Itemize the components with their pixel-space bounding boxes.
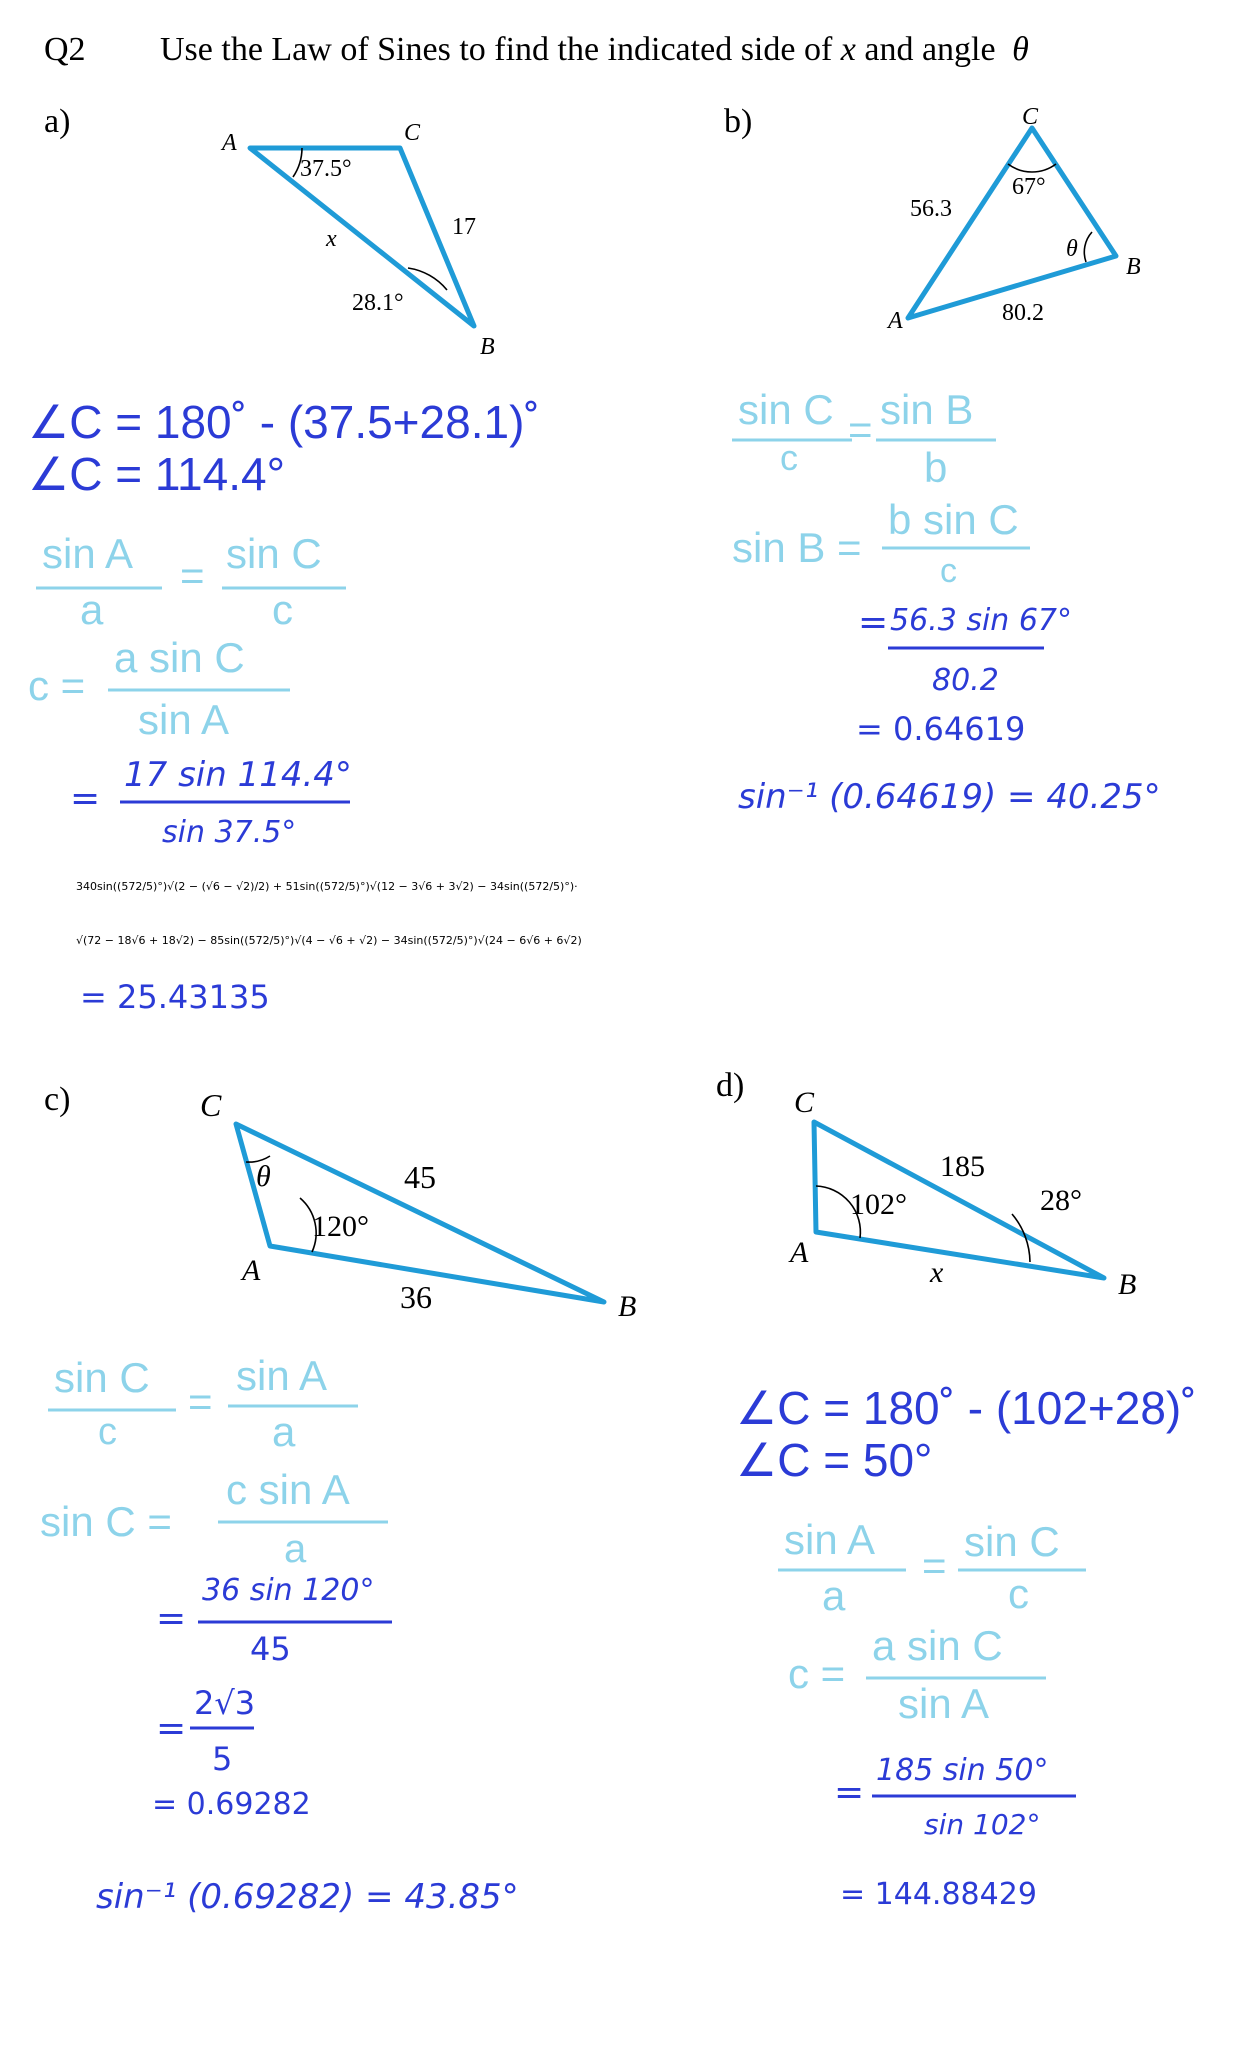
ratio-result: = 0.69282 [152, 1787, 311, 1822]
part-a-label: a) [44, 103, 71, 140]
simplify-eq: = [156, 1708, 187, 1749]
part-d [716, 1067, 1197, 1912]
vertex-a: A [888, 308, 903, 334]
subst-eq: = [70, 778, 101, 819]
law-den-1: a [822, 1572, 846, 1619]
angle-theta-arc [1084, 232, 1092, 262]
exact-expression-1: 340sin((572/5)°)√(2 − (√6 − √2)/2) + 51sin((572/5)°)√(12 − 3√6 + 3√2) − 34sin((572/5)°)· [76, 880, 578, 893]
angle-c-equation: ∠C = 180˚ - (102+28)˚ [736, 1382, 1197, 1434]
side-c-label: 36 [400, 1279, 432, 1315]
triangle-a [220, 120, 495, 360]
part-b-answer: sin⁻¹ (0.64619) = 40.25° [738, 777, 1161, 817]
subst-den: sin 102° [924, 1808, 1041, 1841]
part-a [28, 103, 582, 1016]
side-b-label: 56.3 [910, 196, 952, 222]
law-num-2: sin B [880, 386, 974, 433]
side-a-label: 17 [452, 214, 476, 240]
solve-den: sin A [898, 1680, 990, 1727]
solve-num: a sin C [872, 1622, 1003, 1669]
triangle-b [886, 104, 1141, 334]
subst-num: 36 sin 120° [202, 1573, 375, 1608]
law-den-2: c [1008, 1570, 1029, 1617]
part-d-work [736, 1382, 1197, 1912]
angle-c-label: 67° [1012, 174, 1046, 200]
law-den-2: a [272, 1408, 296, 1455]
angle-c-equation: ∠C = 180˚ - (37.5+28.1)˚ [28, 396, 540, 448]
vertex-c: C [404, 120, 421, 146]
simplify-num: 2√3 [194, 1684, 256, 1722]
subst-den: 80.2 [932, 663, 999, 698]
subst-den: sin 37.5° [162, 815, 297, 850]
part-a-work [28, 396, 582, 1016]
question-number: Q2 [44, 31, 86, 68]
side-a-label: 45 [404, 1159, 436, 1195]
law-eq: = [848, 406, 873, 453]
angle-c-result: ∠C = 50° [736, 1434, 933, 1486]
triangle-c [200, 1087, 636, 1323]
solve-lhs: sin B = [732, 524, 862, 571]
angle-c-result: ∠C = 114.4° [28, 448, 285, 500]
angle-b-label: 28° [1040, 1184, 1082, 1217]
law-eq: = [922, 1542, 947, 1589]
law-den-1: c [780, 437, 798, 478]
law-eq: = [180, 552, 205, 599]
angle-a-label: 102° [850, 1188, 907, 1221]
instruction-text: Use the Law of Sines to find the indicated side of x and angle θ [160, 31, 1029, 68]
part-c-label: c) [44, 1081, 71, 1118]
law-num-2: sin C [964, 1518, 1060, 1565]
vertex-a: A [242, 1254, 261, 1287]
angle-a-label: 37.5° [300, 156, 352, 182]
solve-num: a sin C [114, 634, 245, 681]
vertex-a: A [222, 130, 237, 156]
subst-eq: = [156, 1598, 187, 1639]
vertex-a: A [790, 1236, 809, 1269]
angle-c-arc [1008, 164, 1056, 172]
exact-expression-2: √(72 − 18√6 + 18√2) − 85sin((572/5)°)√(4 − √6 + √2) − 34sin((572/5)°)√(24 − 6√6 + 6√2) [76, 934, 582, 947]
triangle-d [788, 1086, 1136, 1301]
subst-den: 45 [250, 1630, 291, 1668]
side-a-label: 185 [940, 1150, 985, 1183]
side-x-label: x [930, 1256, 944, 1289]
vertex-c: C [794, 1086, 815, 1119]
vertex-b: B [1118, 1268, 1137, 1301]
law-den-2: c [272, 586, 293, 633]
subst-num: 185 sin 50° [876, 1753, 1049, 1788]
solve-num: c sin A [226, 1466, 350, 1513]
part-c-work [40, 1352, 519, 1917]
solve-den: c [940, 552, 957, 590]
part-c [40, 1081, 636, 1917]
law-eq: = [188, 1378, 213, 1425]
law-num-1: sin C [738, 386, 834, 433]
part-d-label: d) [716, 1067, 745, 1104]
triangle-c-shape [236, 1124, 604, 1302]
part-c-answer: sin⁻¹ (0.69282) = 43.85° [96, 1877, 519, 1917]
solve-lhs: c = [788, 1650, 846, 1697]
ratio-result: = 0.64619 [856, 710, 1026, 748]
law-num-1: sin C [54, 1354, 150, 1401]
law-den-1: c [98, 1411, 117, 1453]
subst-eq: = [834, 1772, 865, 1813]
angle-theta-label: θ [1066, 236, 1078, 262]
angle-theta-label: θ [256, 1160, 271, 1193]
law-num-2: sin A [236, 1352, 328, 1399]
side-x-label: x [326, 226, 337, 252]
solve-den: sin A [138, 696, 230, 743]
solve-num: b sin C [888, 496, 1019, 543]
solve-lhs: sin C = [40, 1498, 172, 1545]
simplify-den: 5 [212, 1740, 233, 1778]
solve-lhs: c = [28, 662, 86, 709]
vertex-b: B [1126, 254, 1141, 280]
part-b [724, 103, 1161, 817]
part-d-answer: = 144.88429 [840, 1877, 1037, 1912]
part-b-work [732, 386, 1161, 817]
vertex-c: C [200, 1087, 222, 1123]
law-num-2: sin C [226, 530, 322, 577]
angle-b-label: 28.1° [352, 290, 404, 316]
angle-a-label: 120° [312, 1210, 369, 1243]
triangle-b-shape [908, 128, 1116, 318]
side-c-label: 80.2 [1002, 300, 1044, 326]
vertex-c: C [1022, 104, 1039, 130]
law-num-1: sin A [42, 530, 134, 577]
vertex-b: B [480, 334, 495, 360]
subst-num: 56.3 sin 67° [890, 603, 1073, 638]
subst-num: 17 sin 114.4° [124, 755, 352, 795]
law-den-1: a [80, 586, 104, 633]
vertex-b: B [618, 1290, 637, 1323]
solve-den: a [284, 1527, 307, 1571]
question-header [44, 31, 1029, 68]
part-a-answer: = 25.43135 [80, 978, 270, 1016]
law-num-1: sin A [784, 1516, 876, 1563]
law-den-2: b [924, 444, 948, 491]
subst-eq: = [858, 602, 889, 643]
part-b-label: b) [724, 103, 753, 140]
